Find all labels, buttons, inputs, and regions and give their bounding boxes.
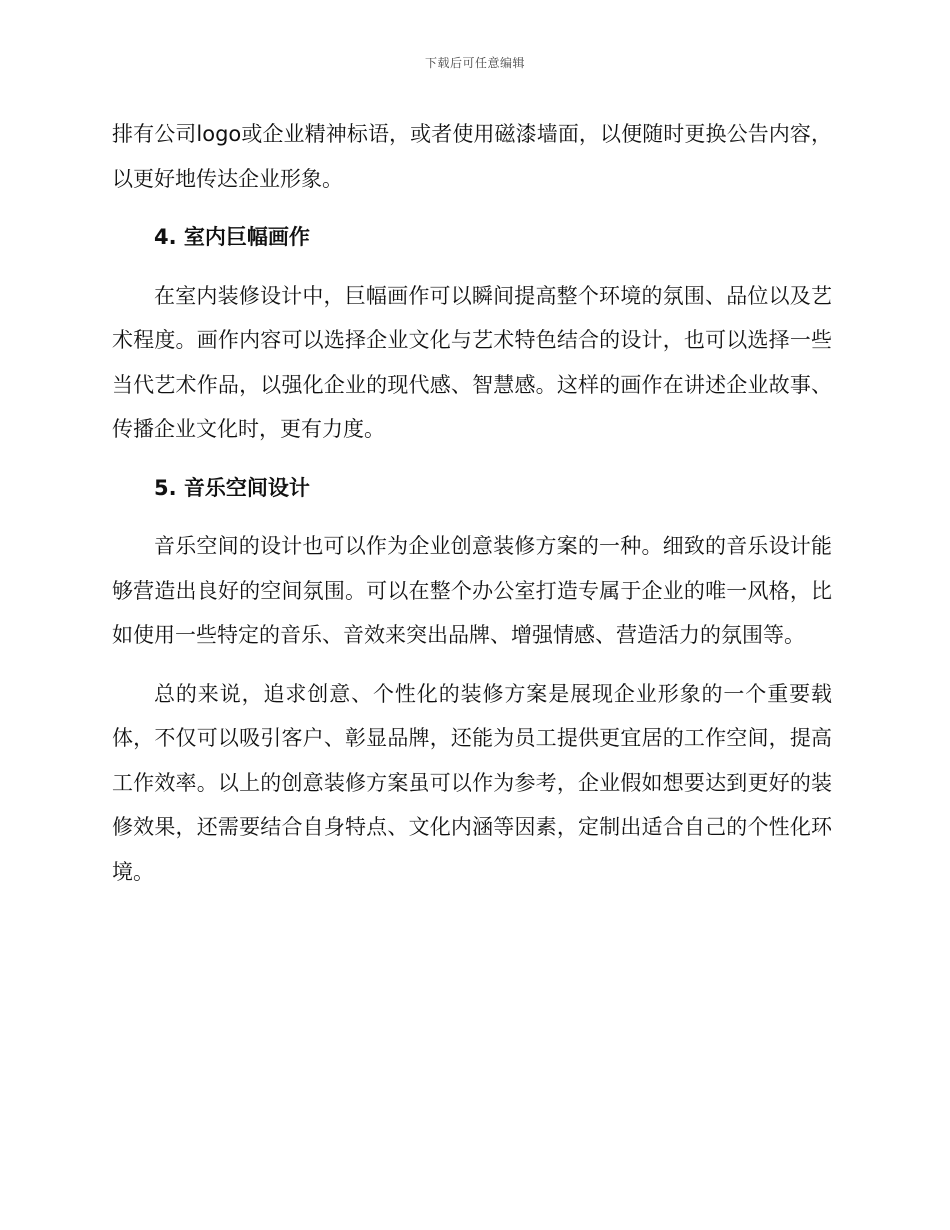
section-5-paragraph: 音乐空间的设计也可以作为企业创意装修方案的一种。细致的音乐设计能够营造出良好的空间氛围。可以在整个办公室打造专属于企业的唯一风格，比如使用一些特定的音乐、音效来突出品牌、增强情感、营造活力的氛围等。 [112,534,832,647]
intro-paragraph: 排有公司logo或企业精神标语，或者使用磁漆墙面，以便随时更换公告内容，以更好地传达企业形象。 [112,122,832,191]
section-4-paragraph: 在室内装修设计中，巨幅画作可以瞬间提高整个环境的氛围、品位以及艺术程度。画作内容可以选择企业文化与艺术特色结合的设计，也可以选择一些当代艺术作品，以强化企业的现代感、智慧感。这样的画作在讲述企业故事、传播企业文化时，更有力度。 [112,283,832,441]
section-heading-5: 5. 音乐空间设计 [154,475,310,500]
page-header: 下载后可任意编辑 [424,56,525,70]
document-body [112,112,832,894]
conclusion-paragraph: 总的来说，追求创意、个性化的装修方案是展现企业形象的一个重要载体，不仅可以吸引客户、彰显品牌，还能为员工提供更宜居的工作空间，提高工作效率。以上的创意装修方案虽可以作为参考，企业假如想要达到更好的装修效果，还需要结合自身特点、文化内涵等因素，定制出适合自己的个性化环境。 [112,681,832,884]
section-heading-4: 4. 室内巨幅画作 [154,225,310,249]
